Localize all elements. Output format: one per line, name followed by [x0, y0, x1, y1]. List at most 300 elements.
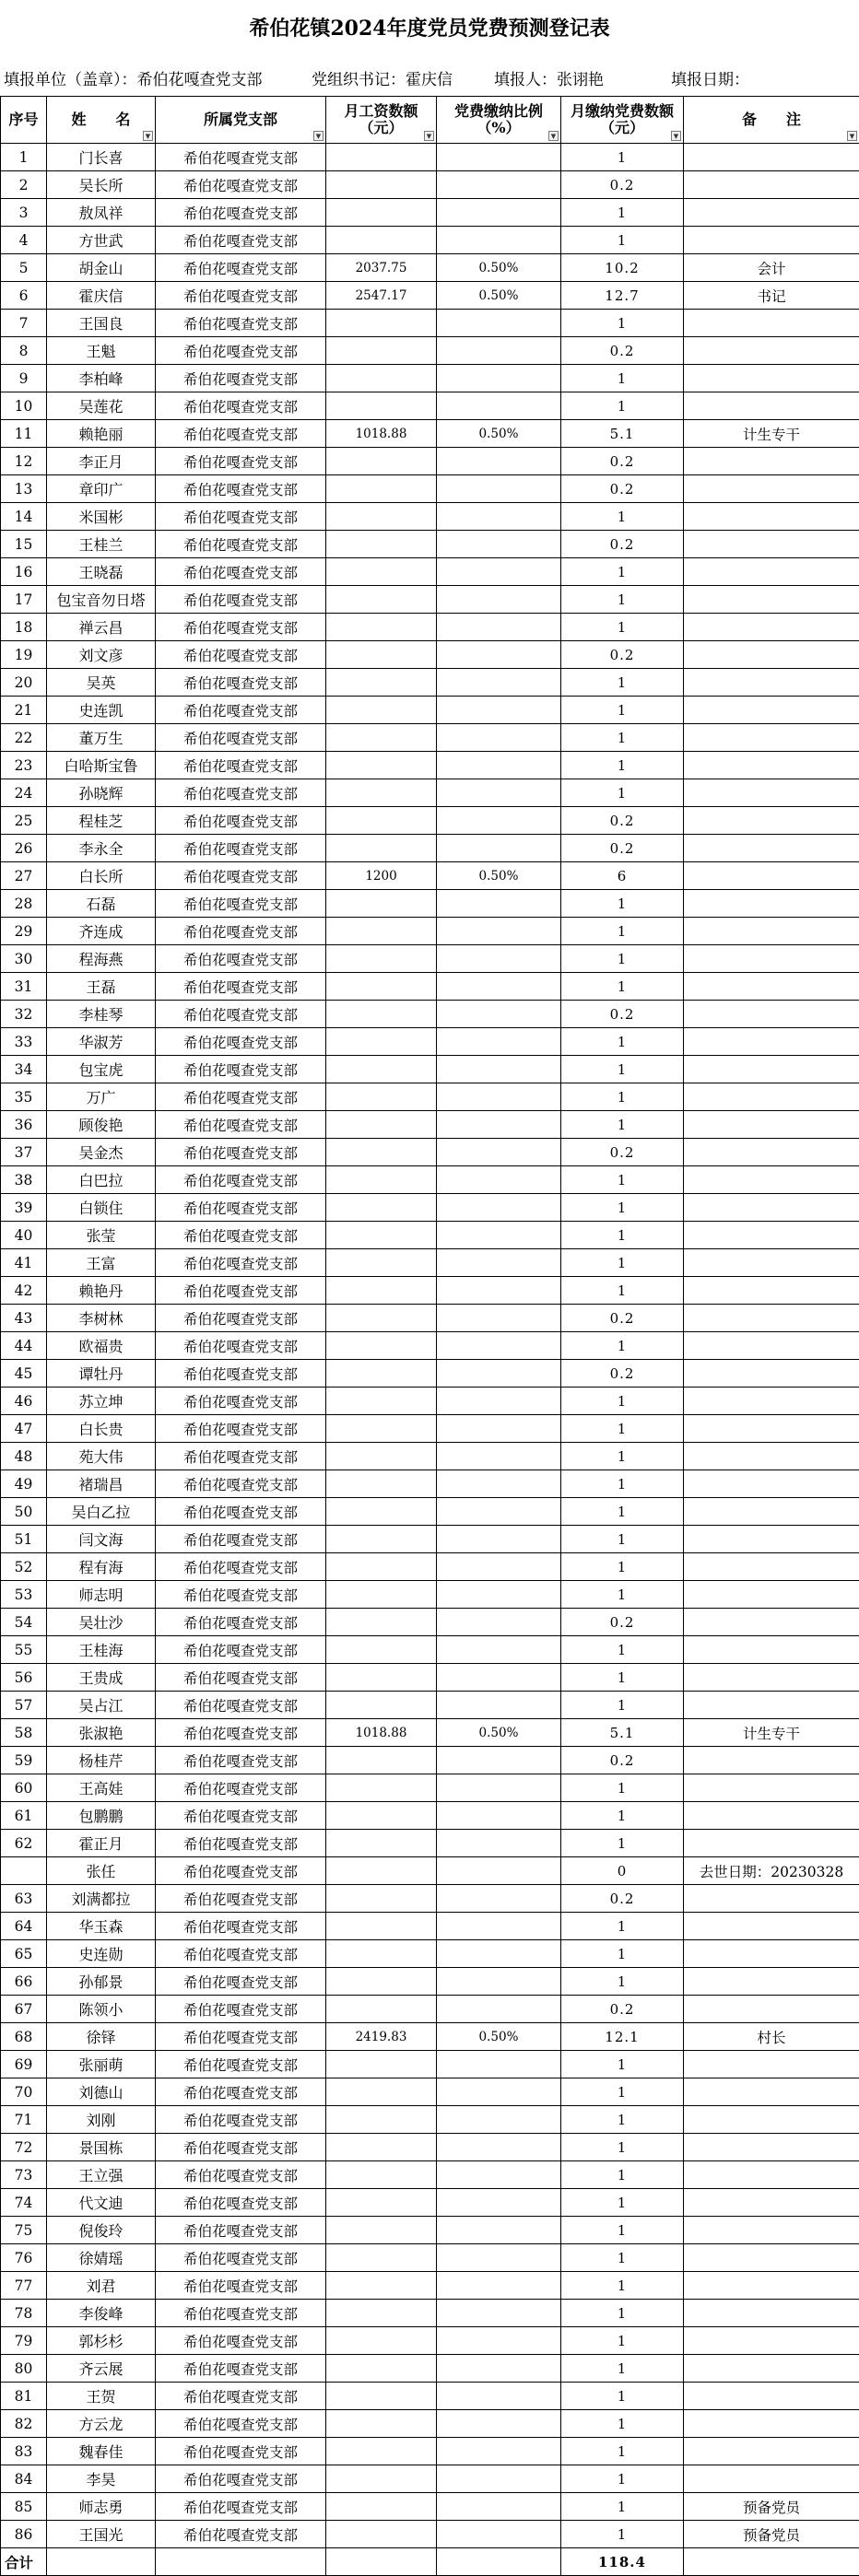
cell-wage[interactable] — [326, 614, 437, 641]
cell-amount[interactable]: 1 — [561, 1968, 684, 1996]
cell-remark[interactable] — [684, 171, 859, 199]
cell-wage[interactable] — [326, 1194, 437, 1222]
cell-remark[interactable] — [684, 835, 859, 862]
cell-remark[interactable] — [684, 2106, 859, 2134]
cell-seq[interactable]: 18 — [1, 614, 47, 641]
cell-amount[interactable]: 1 — [561, 2078, 684, 2106]
cell-wage[interactable] — [326, 2134, 437, 2161]
cell-branch[interactable]: 希伯花嘎查党支部 — [156, 945, 326, 973]
cell-seq[interactable]: 59 — [1, 1747, 47, 1774]
cell-seq[interactable]: 27 — [1, 862, 47, 890]
cell-seq[interactable]: 33 — [1, 1028, 47, 1056]
cell-seq[interactable]: 13 — [1, 475, 47, 503]
cell-remark[interactable] — [684, 1305, 859, 1332]
cell-name[interactable]: 苑大伟 — [47, 1443, 156, 1470]
dropdown-arrow-icon[interactable]: ▼ — [671, 131, 681, 141]
cell-wage[interactable] — [326, 1166, 437, 1194]
cell-seq[interactable]: 35 — [1, 1083, 47, 1111]
cell-remark[interactable] — [684, 1415, 859, 1443]
cell-amount[interactable]: 1 — [561, 1664, 684, 1692]
cell-wage[interactable]: 1018.88 — [326, 1719, 437, 1747]
cell-remark[interactable] — [684, 337, 859, 365]
cell-amount[interactable]: 1 — [561, 779, 684, 807]
cell-amount[interactable]: 0.2 — [561, 1139, 684, 1166]
cell-branch[interactable]: 希伯花嘎查党支部 — [156, 1139, 326, 1166]
cell-ratio[interactable] — [437, 1388, 561, 1415]
cell-name[interactable]: 李俊峰 — [47, 2300, 156, 2327]
cell-wage[interactable] — [326, 2327, 437, 2355]
cell-amount[interactable]: 0.2 — [561, 835, 684, 862]
cell-ratio[interactable] — [437, 2272, 561, 2300]
cell-branch[interactable]: 希伯花嘎查党支部 — [156, 890, 326, 918]
cell-ratio[interactable] — [437, 1443, 561, 1470]
cell-wage[interactable]: 2547.17 — [326, 282, 437, 310]
cell-wage[interactable] — [326, 1774, 437, 1802]
cell-wage[interactable] — [326, 1360, 437, 1388]
cell-name[interactable]: 吴壮沙 — [47, 1609, 156, 1636]
cell-branch[interactable]: 希伯花嘎查党支部 — [156, 1802, 326, 1830]
cell-seq[interactable]: 49 — [1, 1470, 47, 1498]
cell-wage[interactable]: 1200 — [326, 862, 437, 890]
cell-wage[interactable] — [326, 2161, 437, 2189]
cell-branch[interactable]: 希伯花嘎查党支部 — [156, 2521, 326, 2548]
cell-amount[interactable]: 0.2 — [561, 1996, 684, 2023]
cell-amount[interactable]: 1 — [561, 1581, 684, 1609]
cell-wage[interactable] — [326, 918, 437, 945]
cell-branch[interactable]: 希伯花嘎查党支部 — [156, 1636, 326, 1664]
cell-remark[interactable] — [684, 807, 859, 835]
cell-branch[interactable]: 希伯花嘎查党支部 — [156, 835, 326, 862]
cell-branch[interactable]: 希伯花嘎查党支部 — [156, 1664, 326, 1692]
cell-name[interactable]: 赖艳丽 — [47, 420, 156, 448]
cell-name[interactable]: 张淑艳 — [47, 1719, 156, 1747]
cell-name[interactable]: 万广 — [47, 1083, 156, 1111]
cell-wage[interactable] — [326, 1581, 437, 1609]
cell-seq[interactable]: 51 — [1, 1526, 47, 1553]
cell-wage[interactable] — [326, 1332, 437, 1360]
cell-remark[interactable] — [684, 2438, 859, 2465]
cell-seq[interactable]: 52 — [1, 1553, 47, 1581]
cell-wage[interactable] — [326, 2078, 437, 2106]
cell-ratio[interactable] — [437, 1001, 561, 1028]
cell-seq[interactable]: 34 — [1, 1056, 47, 1083]
cell-remark[interactable]: 计生专干 — [684, 420, 859, 448]
cell-wage[interactable] — [326, 1056, 437, 1083]
cell-ratio[interactable] — [437, 2134, 561, 2161]
cell-branch[interactable]: 希伯花嘎查党支部 — [156, 1083, 326, 1111]
cell-remark[interactable]: 书记 — [684, 282, 859, 310]
cell-amount[interactable]: 0.2 — [561, 1885, 684, 1913]
cell-ratio[interactable] — [437, 1553, 561, 1581]
cell-name[interactable]: 胡金山 — [47, 254, 156, 282]
cell-seq[interactable]: 45 — [1, 1360, 47, 1388]
cell-branch[interactable]: 希伯花嘎查党支部 — [156, 1443, 326, 1470]
cell-ratio[interactable] — [437, 779, 561, 807]
cell-ratio[interactable] — [437, 310, 561, 337]
cell-ratio[interactable] — [437, 1636, 561, 1664]
cell-amount[interactable]: 1 — [561, 1774, 684, 1802]
cell-seq[interactable]: 38 — [1, 1166, 47, 1194]
cell-amount[interactable]: 1 — [561, 1277, 684, 1305]
cell-name[interactable]: 王国光 — [47, 2521, 156, 2548]
cell-wage[interactable] — [326, 1609, 437, 1636]
cell-wage[interactable] — [326, 2051, 437, 2078]
cell-remark[interactable] — [684, 2383, 859, 2410]
cell-name[interactable]: 杨桂芹 — [47, 1747, 156, 1774]
cell-amount[interactable]: 1 — [561, 144, 684, 171]
cell-ratio[interactable] — [437, 2327, 561, 2355]
cell-branch[interactable]: 希伯花嘎查党支部 — [156, 807, 326, 835]
cell-seq[interactable]: 20 — [1, 669, 47, 697]
cell-remark[interactable] — [684, 365, 859, 392]
cell-remark[interactable] — [684, 614, 859, 641]
cell-branch[interactable]: 希伯花嘎查党支部 — [156, 697, 326, 724]
cell-amount[interactable]: 5.1 — [561, 420, 684, 448]
cell-remark[interactable] — [684, 2134, 859, 2161]
cell-ratio[interactable] — [437, 614, 561, 641]
cell-remark[interactable] — [684, 2410, 859, 2438]
cell-seq[interactable]: 60 — [1, 1774, 47, 1802]
cell-wage[interactable] — [326, 1885, 437, 1913]
cell-seq[interactable]: 4 — [1, 227, 47, 254]
cell-amount[interactable]: 1 — [561, 586, 684, 614]
cell-amount[interactable]: 1 — [561, 503, 684, 531]
cell-remark[interactable] — [684, 310, 859, 337]
cell-wage[interactable] — [326, 724, 437, 752]
cell-seq[interactable]: 69 — [1, 2051, 47, 2078]
cell-ratio[interactable] — [437, 448, 561, 475]
cell-seq[interactable]: 2 — [1, 171, 47, 199]
cell-name[interactable]: 景国栋 — [47, 2134, 156, 2161]
cell-name[interactable]: 倪俊玲 — [47, 2217, 156, 2244]
cell-amount[interactable]: 1 — [561, 945, 684, 973]
cell-wage[interactable] — [326, 2217, 437, 2244]
cell-remark[interactable] — [684, 1774, 859, 1802]
cell-amount[interactable]: 1 — [561, 1802, 684, 1830]
cell-ratio[interactable]: 0.50% — [437, 862, 561, 890]
cell-remark[interactable] — [684, 475, 859, 503]
cell-name[interactable]: 李正月 — [47, 448, 156, 475]
cell-branch[interactable]: 希伯花嘎查党支部 — [156, 2383, 326, 2410]
cell-seq[interactable]: 77 — [1, 2272, 47, 2300]
cell-branch[interactable]: 希伯花嘎查党支部 — [156, 862, 326, 890]
cell-name[interactable]: 顾俊艳 — [47, 1111, 156, 1139]
cell-amount[interactable]: 0 — [561, 1857, 684, 1885]
cell-name[interactable]: 王贺 — [47, 2383, 156, 2410]
cell-name[interactable]: 徐婧瑶 — [47, 2244, 156, 2272]
cell-ratio[interactable] — [437, 724, 561, 752]
cell-branch[interactable]: 希伯花嘎查党支部 — [156, 1968, 326, 1996]
cell-seq[interactable]: 63 — [1, 1885, 47, 1913]
cell-wage[interactable] — [326, 1940, 437, 1968]
cell-amount[interactable]: 1 — [561, 1222, 684, 1249]
cell-ratio[interactable] — [437, 365, 561, 392]
cell-seq[interactable]: 71 — [1, 2106, 47, 2134]
cell-wage[interactable] — [326, 448, 437, 475]
cell-amount[interactable]: 1 — [561, 2493, 684, 2521]
cell-name[interactable]: 王桂兰 — [47, 531, 156, 558]
cell-ratio[interactable] — [437, 558, 561, 586]
cell-amount[interactable]: 1 — [561, 669, 684, 697]
cell-amount[interactable]: 0.2 — [561, 1001, 684, 1028]
cell-ratio[interactable] — [437, 144, 561, 171]
cell-branch[interactable]: 希伯花嘎查党支部 — [156, 2134, 326, 2161]
cell-seq[interactable]: 48 — [1, 1443, 47, 1470]
cell-ratio[interactable] — [437, 1470, 561, 1498]
cell-ratio[interactable] — [437, 752, 561, 779]
cell-remark[interactable] — [684, 2189, 859, 2217]
cell-name[interactable]: 包宝虎 — [47, 1056, 156, 1083]
cell-name[interactable]: 方云龙 — [47, 2410, 156, 2438]
cell-branch[interactable]: 希伯花嘎查党支部 — [156, 1830, 326, 1857]
cell-amount[interactable]: 1 — [561, 890, 684, 918]
cell-remark[interactable] — [684, 1360, 859, 1388]
cell-seq[interactable]: 30 — [1, 945, 47, 973]
cell-name[interactable]: 程海燕 — [47, 945, 156, 973]
cell-wage[interactable] — [326, 1388, 437, 1415]
cell-branch[interactable]: 希伯花嘎查党支部 — [156, 1996, 326, 2023]
cell-name[interactable]: 方世武 — [47, 227, 156, 254]
cell-name[interactable]: 李柏峰 — [47, 365, 156, 392]
cell-remark[interactable] — [684, 1083, 859, 1111]
cell-ratio[interactable] — [437, 1332, 561, 1360]
cell-seq[interactable]: 32 — [1, 1001, 47, 1028]
cell-ratio[interactable] — [437, 2078, 561, 2106]
cell-seq[interactable]: 47 — [1, 1415, 47, 1443]
cell-branch[interactable]: 希伯花嘎查党支部 — [156, 2161, 326, 2189]
cell-amount[interactable]: 1 — [561, 2134, 684, 2161]
cell-branch[interactable]: 希伯花嘎查党支部 — [156, 918, 326, 945]
cell-name[interactable]: 白长所 — [47, 862, 156, 890]
cell-amount[interactable]: 0.2 — [561, 1360, 684, 1388]
cell-name[interactable]: 刘君 — [47, 2272, 156, 2300]
cell-amount[interactable]: 1 — [561, 697, 684, 724]
cell-remark[interactable] — [684, 2355, 859, 2383]
cell-seq[interactable]: 17 — [1, 586, 47, 614]
cell-seq[interactable]: 14 — [1, 503, 47, 531]
cell-seq[interactable]: 66 — [1, 1968, 47, 1996]
cell-remark[interactable] — [684, 1277, 859, 1305]
cell-amount[interactable]: 0.2 — [561, 171, 684, 199]
cell-branch[interactable]: 希伯花嘎查党支部 — [156, 1470, 326, 1498]
cell-wage[interactable] — [326, 1553, 437, 1581]
cell-name[interactable]: 李桂琴 — [47, 1001, 156, 1028]
cell-remark[interactable] — [684, 1470, 859, 1498]
cell-wage[interactable] — [326, 2493, 437, 2521]
cell-seq[interactable]: 37 — [1, 1139, 47, 1166]
cell-wage[interactable] — [326, 1664, 437, 1692]
cell-ratio[interactable] — [437, 1581, 561, 1609]
cell-branch[interactable]: 希伯花嘎查党支部 — [156, 171, 326, 199]
cell-branch[interactable]: 希伯花嘎查党支部 — [156, 2493, 326, 2521]
cell-wage[interactable] — [326, 1996, 437, 2023]
cell-ratio[interactable] — [437, 641, 561, 669]
cell-amount[interactable]: 1 — [561, 1332, 684, 1360]
cell-amount[interactable]: 1 — [561, 2106, 684, 2134]
cell-ratio[interactable] — [437, 171, 561, 199]
cell-branch[interactable]: 希伯花嘎查党支部 — [156, 420, 326, 448]
cell-ratio[interactable] — [437, 1857, 561, 1885]
cell-ratio[interactable] — [437, 1774, 561, 1802]
cell-seq[interactable]: 28 — [1, 890, 47, 918]
cell-ratio[interactable] — [437, 1083, 561, 1111]
cell-ratio[interactable] — [437, 2244, 561, 2272]
cell-amount[interactable]: 0.2 — [561, 641, 684, 669]
cell-seq[interactable]: 26 — [1, 835, 47, 862]
cell-ratio[interactable] — [437, 2493, 561, 2521]
cell-remark[interactable] — [684, 724, 859, 752]
cell-seq[interactable]: 54 — [1, 1609, 47, 1636]
cell-wage[interactable]: 2419.83 — [326, 2023, 437, 2051]
cell-remark[interactable] — [684, 973, 859, 1001]
cell-seq[interactable]: 68 — [1, 2023, 47, 2051]
cell-seq[interactable]: 46 — [1, 1388, 47, 1415]
cell-ratio[interactable] — [437, 2355, 561, 2383]
cell-wage[interactable] — [326, 1111, 437, 1139]
cell-amount[interactable]: 0.2 — [561, 1305, 684, 1332]
cell-remark[interactable] — [684, 1001, 859, 1028]
cell-amount[interactable]: 1 — [561, 365, 684, 392]
cell-remark[interactable] — [684, 227, 859, 254]
cell-branch[interactable]: 希伯花嘎查党支部 — [156, 1498, 326, 1526]
cell-seq[interactable]: 1 — [1, 144, 47, 171]
cell-branch[interactable]: 希伯花嘎查党支部 — [156, 1056, 326, 1083]
cell-name[interactable]: 吴金杰 — [47, 1139, 156, 1166]
cell-wage[interactable] — [326, 2106, 437, 2134]
cell-ratio[interactable] — [437, 890, 561, 918]
cell-amount[interactable]: 1 — [561, 614, 684, 641]
cell-remark[interactable] — [684, 531, 859, 558]
cell-name[interactable]: 王桂海 — [47, 1636, 156, 1664]
cell-amount[interactable]: 1 — [561, 2217, 684, 2244]
cell-wage[interactable] — [326, 807, 437, 835]
cell-ratio[interactable] — [437, 227, 561, 254]
cell-wage[interactable] — [326, 2410, 437, 2438]
cell-remark[interactable] — [684, 1940, 859, 1968]
cell-name[interactable]: 敖凤祥 — [47, 199, 156, 227]
cell-amount[interactable]: 1 — [561, 1083, 684, 1111]
cell-name[interactable]: 门长喜 — [47, 144, 156, 171]
cell-branch[interactable]: 希伯花嘎查党支部 — [156, 1774, 326, 1802]
cell-amount[interactable]: 1 — [561, 2272, 684, 2300]
cell-name[interactable]: 包鹏鹏 — [47, 1802, 156, 1830]
cell-wage[interactable] — [326, 752, 437, 779]
cell-remark[interactable] — [684, 503, 859, 531]
cell-branch[interactable]: 希伯花嘎查党支部 — [156, 1222, 326, 1249]
cell-seq[interactable]: 76 — [1, 2244, 47, 2272]
cell-seq[interactable]: 62 — [1, 1830, 47, 1857]
cell-seq[interactable]: 43 — [1, 1305, 47, 1332]
cell-ratio[interactable] — [437, 1166, 561, 1194]
cell-name[interactable]: 霍庆信 — [47, 282, 156, 310]
cell-ratio[interactable] — [437, 2189, 561, 2217]
cell-branch[interactable]: 希伯花嘎查党支部 — [156, 2300, 326, 2327]
cell-wage[interactable] — [326, 1857, 437, 1885]
cell-ratio[interactable] — [437, 337, 561, 365]
cell-name[interactable]: 王贵成 — [47, 1664, 156, 1692]
cell-amount[interactable]: 1 — [561, 2465, 684, 2493]
cell-wage[interactable] — [326, 697, 437, 724]
cell-ratio[interactable] — [437, 1968, 561, 1996]
cell-ratio[interactable] — [437, 1830, 561, 1857]
cell-amount[interactable]: 1 — [561, 2438, 684, 2465]
cell-ratio[interactable]: 0.50% — [437, 1719, 561, 1747]
cell-name[interactable]: 王晓磊 — [47, 558, 156, 586]
cell-name[interactable]: 程桂芝 — [47, 807, 156, 835]
cell-seq[interactable]: 61 — [1, 1802, 47, 1830]
cell-name[interactable]: 代文迪 — [47, 2189, 156, 2217]
cell-amount[interactable]: 1 — [561, 2355, 684, 2383]
cell-wage[interactable] — [326, 890, 437, 918]
cell-ratio[interactable] — [437, 918, 561, 945]
cell-ratio[interactable] — [437, 807, 561, 835]
cell-remark[interactable] — [684, 2078, 859, 2106]
cell-remark[interactable]: 去世日期：20230328 — [684, 1857, 859, 1885]
cell-amount[interactable]: 1 — [561, 2410, 684, 2438]
cell-remark[interactable]: 计生专干 — [684, 1719, 859, 1747]
cell-branch[interactable]: 希伯花嘎查党支部 — [156, 1001, 326, 1028]
cell-branch[interactable]: 希伯花嘎查党支部 — [156, 669, 326, 697]
cell-remark[interactable] — [684, 1581, 859, 1609]
cell-remark[interactable] — [684, 1802, 859, 1830]
cell-branch[interactable]: 希伯花嘎查党支部 — [156, 503, 326, 531]
cell-ratio[interactable] — [437, 1692, 561, 1719]
cell-remark[interactable] — [684, 1332, 859, 1360]
cell-name[interactable]: 王磊 — [47, 973, 156, 1001]
cell-wage[interactable] — [326, 1083, 437, 1111]
cell-ratio[interactable] — [437, 1028, 561, 1056]
cell-seq[interactable]: 73 — [1, 2161, 47, 2189]
cell-seq[interactable]: 81 — [1, 2383, 47, 2410]
cell-name[interactable]: 谭牡丹 — [47, 1360, 156, 1388]
cell-wage[interactable] — [326, 669, 437, 697]
cell-amount[interactable]: 1 — [561, 1913, 684, 1940]
cell-wage[interactable] — [326, 1305, 437, 1332]
cell-seq[interactable]: 8 — [1, 337, 47, 365]
cell-remark[interactable] — [684, 1526, 859, 1553]
cell-remark[interactable] — [684, 1139, 859, 1166]
cell-name[interactable]: 吴莲花 — [47, 392, 156, 420]
cell-seq[interactable]: 12 — [1, 448, 47, 475]
cell-ratio[interactable] — [437, 531, 561, 558]
cell-remark[interactable] — [684, 890, 859, 918]
cell-wage[interactable] — [326, 641, 437, 669]
cell-branch[interactable]: 希伯花嘎查党支部 — [156, 614, 326, 641]
cell-wage[interactable] — [326, 199, 437, 227]
dropdown-arrow-icon[interactable]: ▼ — [847, 131, 857, 141]
cell-ratio[interactable] — [437, 2106, 561, 2134]
cell-seq[interactable]: 84 — [1, 2465, 47, 2493]
cell-remark[interactable] — [684, 945, 859, 973]
cell-wage[interactable] — [326, 2355, 437, 2383]
cell-name[interactable]: 王高娃 — [47, 1774, 156, 1802]
cell-wage[interactable] — [326, 2438, 437, 2465]
cell-name[interactable]: 吴白乙拉 — [47, 1498, 156, 1526]
cell-amount[interactable]: 0.2 — [561, 448, 684, 475]
cell-branch[interactable]: 希伯花嘎查党支部 — [156, 199, 326, 227]
cell-remark[interactable] — [684, 2244, 859, 2272]
cell-amount[interactable]: 6 — [561, 862, 684, 890]
cell-wage[interactable] — [326, 835, 437, 862]
cell-wage[interactable]: 1018.88 — [326, 420, 437, 448]
cell-ratio[interactable] — [437, 973, 561, 1001]
cell-remark[interactable] — [684, 1996, 859, 2023]
cell-name[interactable]: 齐云展 — [47, 2355, 156, 2383]
cell-wage[interactable] — [326, 586, 437, 614]
cell-amount[interactable]: 1 — [561, 1388, 684, 1415]
cell-amount[interactable]: 12.1 — [561, 2023, 684, 2051]
cell-remark[interactable] — [684, 2465, 859, 2493]
